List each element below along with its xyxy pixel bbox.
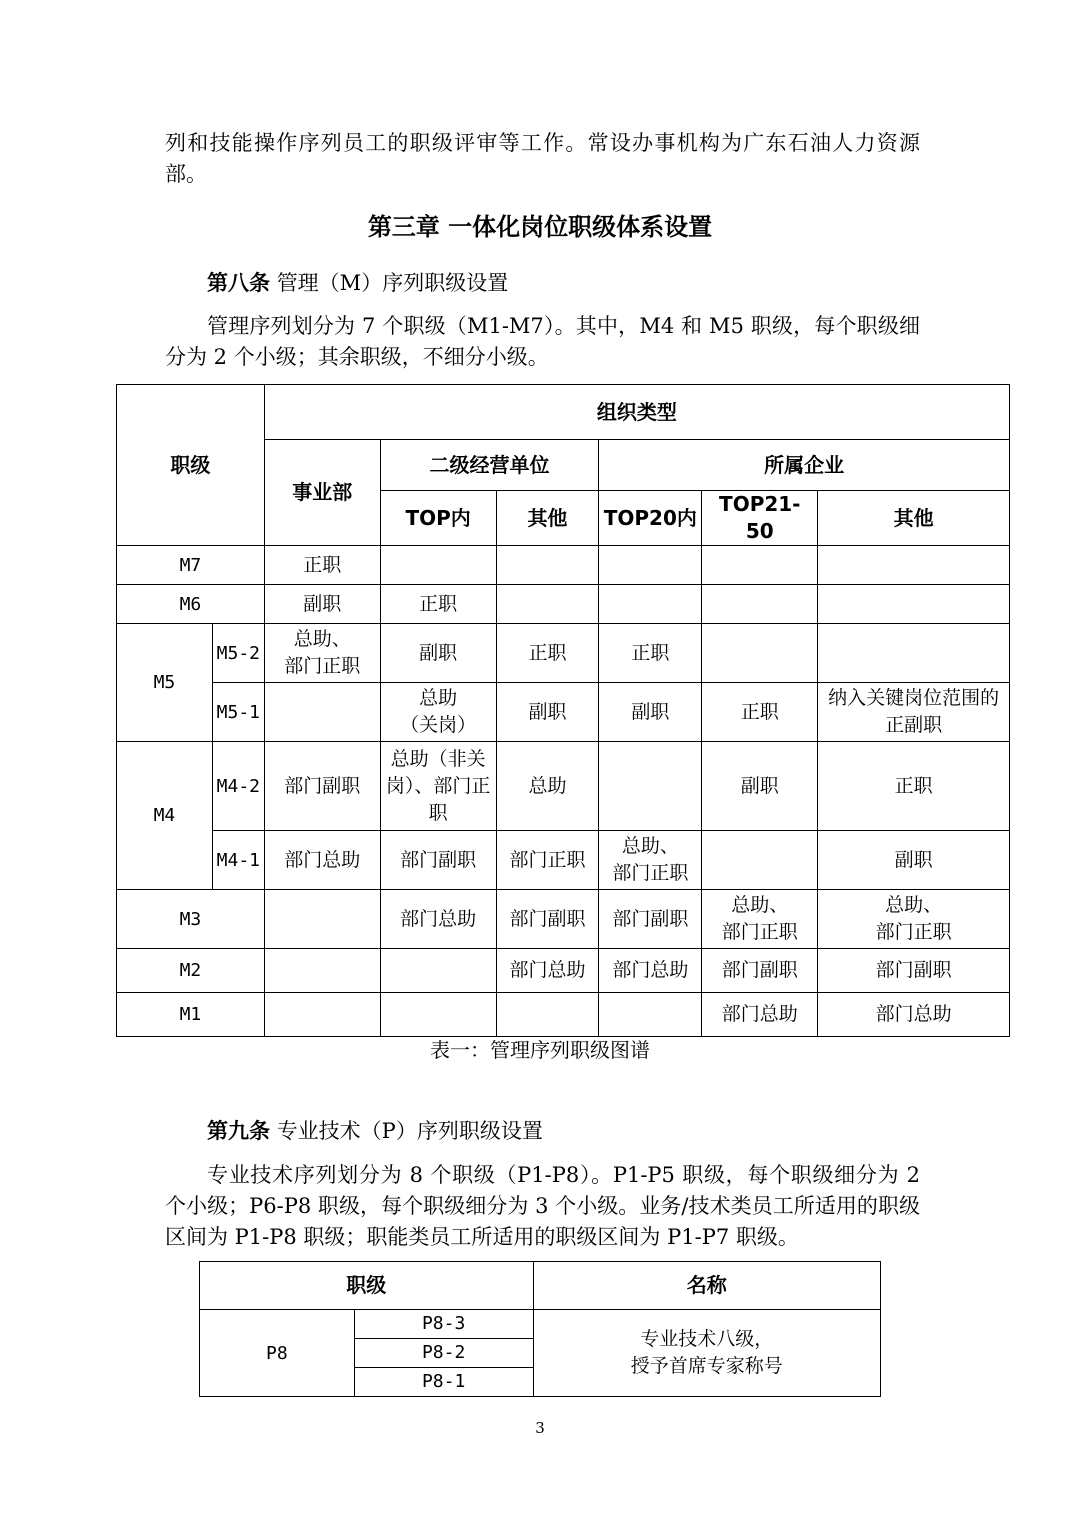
table-cell: 总助 （关岗） bbox=[380, 683, 496, 742]
table-row bbox=[117, 546, 1010, 585]
article-8-label: 第八条 bbox=[207, 271, 270, 295]
header-affiliated-enterprise: 所属企业 bbox=[599, 440, 1010, 491]
intro-paragraph: 列和技能操作序列员工的职级评审等工作。常设办事机构为广东石油人力资源部。 bbox=[165, 131, 920, 186]
grade-cell: M3 bbox=[117, 890, 265, 949]
subgrade-cell: P8-3 bbox=[354, 1310, 533, 1339]
table-cell: 副职 bbox=[264, 585, 380, 624]
article-9-title: 专业技术（P）序列职级设置 bbox=[276, 1119, 543, 1143]
subgrade-cell: M4-2 bbox=[212, 742, 264, 831]
header-top: TOP内 bbox=[380, 491, 496, 546]
table-row bbox=[117, 890, 1010, 949]
table-cell: 正职 bbox=[702, 683, 818, 742]
header-name: 名称 bbox=[533, 1262, 880, 1310]
header-org-type: 组织类型 bbox=[264, 385, 1009, 440]
table-cell: 部门总助 bbox=[264, 831, 380, 890]
table-row bbox=[200, 1310, 881, 1339]
table-cell: 正职 bbox=[599, 624, 702, 683]
table-cell: 部门总助 bbox=[380, 890, 496, 949]
grade-cell: M5 bbox=[117, 624, 213, 742]
page-number: 3 bbox=[535, 1419, 545, 1437]
management-grade-table bbox=[116, 384, 1010, 1037]
header-other-2: 其他 bbox=[818, 491, 1010, 546]
professional-grade-table bbox=[199, 1261, 881, 1397]
table-cell: 总助、 部门正职 bbox=[264, 624, 380, 683]
header-top20: TOP20内 bbox=[599, 491, 702, 546]
grade-cell: M4 bbox=[117, 742, 213, 890]
table-cell: 部门副职 bbox=[264, 742, 380, 831]
article-8-heading bbox=[165, 268, 920, 299]
chapter-title: 第三章 一体化岗位职级体系设置 bbox=[367, 213, 713, 241]
table-cell: 部门总助 bbox=[818, 993, 1010, 1037]
table-row bbox=[117, 993, 1010, 1037]
table-cell: 部门正职 bbox=[496, 831, 599, 890]
table-cell: 总助 bbox=[496, 742, 599, 831]
header-other-1: 其他 bbox=[496, 491, 599, 546]
table-cell: 专业技术八级， 授予首席专家称号 bbox=[533, 1310, 880, 1397]
table-cell: 总助（非关岗）、部门正职 bbox=[380, 742, 496, 831]
grade-cell: M7 bbox=[117, 546, 265, 585]
header-division: 事业部 bbox=[264, 440, 380, 546]
table-row bbox=[117, 742, 1010, 831]
table-row bbox=[117, 683, 1010, 742]
subgrade-cell: M5-2 bbox=[212, 624, 264, 683]
table-cell: 副职 bbox=[380, 624, 496, 683]
article-8-paragraph: 管理序列划分为 7 个职级（M1-M7）。其中，M4 和 M5 职级，每个职级细分为 2 个小级；其余职级，不细分小级。 bbox=[165, 314, 920, 369]
table-cell: 副职 bbox=[599, 683, 702, 742]
grade-cell: M6 bbox=[117, 585, 265, 624]
table-cell: 正职 bbox=[380, 585, 496, 624]
table-cell: 部门副职 bbox=[599, 890, 702, 949]
grade-cell: P8 bbox=[200, 1310, 355, 1397]
table-cell: 部门副职 bbox=[818, 949, 1010, 993]
table-row bbox=[117, 585, 1010, 624]
subgrade-cell: P8-1 bbox=[354, 1368, 533, 1397]
table-cell: 总助、 部门正职 bbox=[818, 890, 1010, 949]
subgrade-cell: P8-2 bbox=[354, 1339, 533, 1368]
subgrade-cell: M5-1 bbox=[212, 683, 264, 742]
article-9-label: 第九条 bbox=[207, 1119, 270, 1143]
table-cell: 总助、 部门正职 bbox=[702, 890, 818, 949]
article-9-paragraph: 专业技术序列划分为 8 个职级（P1-P8）。P1-P5 职级，每个职级细分为 2 个小级；P6-P8 职级，每个职级细分为 3 个小级。业务/技术类员工所适用的职级区间为 P1-P8 职级；职能类员工所适用的职级区间为 P1-P7 职级。 bbox=[165, 1163, 920, 1249]
subgrade-cell: M4-1 bbox=[212, 831, 264, 890]
table-row bbox=[117, 624, 1010, 683]
table-cell: 部门副职 bbox=[380, 831, 496, 890]
table-cell: 副职 bbox=[818, 831, 1010, 890]
table-row bbox=[117, 831, 1010, 890]
table-cell: 部门副职 bbox=[496, 890, 599, 949]
grade-cell: M2 bbox=[117, 949, 265, 993]
table-cell: 正职 bbox=[264, 546, 380, 585]
table-cell: 部门总助 bbox=[702, 993, 818, 1037]
article-9-heading bbox=[165, 1116, 920, 1147]
table-cell: 副职 bbox=[702, 742, 818, 831]
grade-cell: M1 bbox=[117, 993, 265, 1037]
table-cell: 总助、 部门正职 bbox=[599, 831, 702, 890]
header-level: 职级 bbox=[200, 1262, 534, 1310]
table-cell: 正职 bbox=[496, 624, 599, 683]
table-cell: 副职 bbox=[496, 683, 599, 742]
header-secondary-unit: 二级经营单位 bbox=[380, 440, 599, 491]
table-1-caption: 表一：管理序列职级图谱 bbox=[430, 1038, 650, 1062]
article-8-title: 管理（M）序列职级设置 bbox=[276, 271, 509, 295]
table-cell: 正职 bbox=[818, 742, 1010, 831]
table-row bbox=[117, 949, 1010, 993]
table-cell: 部门副职 bbox=[702, 949, 818, 993]
table-cell: 纳入关键岗位范围的正副职 bbox=[818, 683, 1010, 742]
header-top21-50: TOP21-50 bbox=[702, 491, 818, 546]
table-cell: 部门总助 bbox=[599, 949, 702, 993]
header-level: 职级 bbox=[117, 385, 265, 546]
table-cell: 部门总助 bbox=[496, 949, 599, 993]
